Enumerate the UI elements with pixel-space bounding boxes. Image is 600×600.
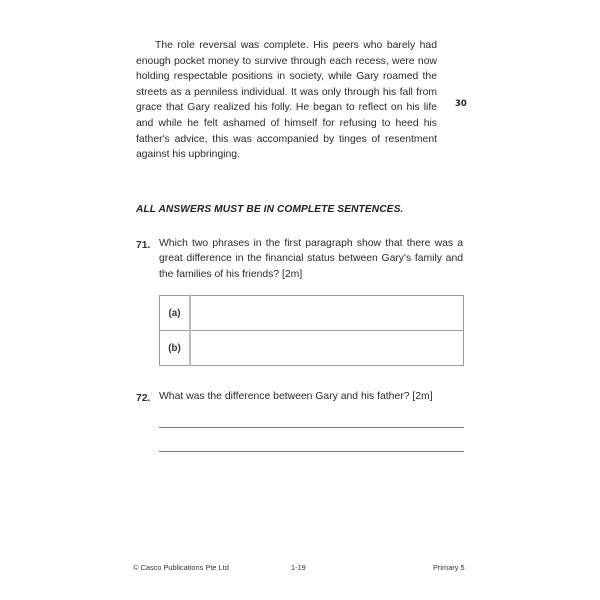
answer-label-b: (b) bbox=[160, 331, 191, 366]
question-71-text: Which two phrases in the first paragraph show that there was a great difference in the financial status between Gary's family and the families of his friends? [2m] bbox=[159, 238, 463, 280]
question-72-number: 72. bbox=[136, 393, 151, 404]
footer-level: Primary 5 bbox=[433, 563, 465, 572]
question-72-text: What was the difference between Gary and his father? [2m] bbox=[159, 391, 433, 402]
question-71-answer-table bbox=[159, 295, 464, 366]
answer-line-1[interactable] bbox=[159, 427, 464, 428]
answer-row-b bbox=[160, 331, 464, 366]
passage-paragraph: The role reversal was complete. His peers who barely had enough pocket money to survive through each recess, were now holding respectable positions in society, while Gary roamed the streets as a penniless individual. It was only through his fall from grace that Gary realized his folly. He began to reflect on his life and while he felt ashamed of himself for refusing to heed his father's advice, this was accompanied by tinges of resentment against his upbringing. bbox=[136, 40, 437, 161]
footer-copyright: © Casco Publications Pte Ltd bbox=[133, 563, 229, 572]
answer-line-2[interactable] bbox=[159, 451, 464, 452]
answer-instruction: ALL ANSWERS MUST BE IN COMPLETE SENTENCES. bbox=[136, 204, 404, 215]
footer-page-number: 1-19 bbox=[291, 563, 306, 572]
answer-row-a bbox=[160, 296, 464, 331]
answer-field-a[interactable] bbox=[190, 296, 464, 331]
answer-label-a: (a) bbox=[160, 296, 191, 331]
question-71-number: 71. bbox=[136, 240, 151, 251]
answer-field-b[interactable] bbox=[190, 331, 464, 366]
line-number: 30 bbox=[455, 99, 467, 109]
